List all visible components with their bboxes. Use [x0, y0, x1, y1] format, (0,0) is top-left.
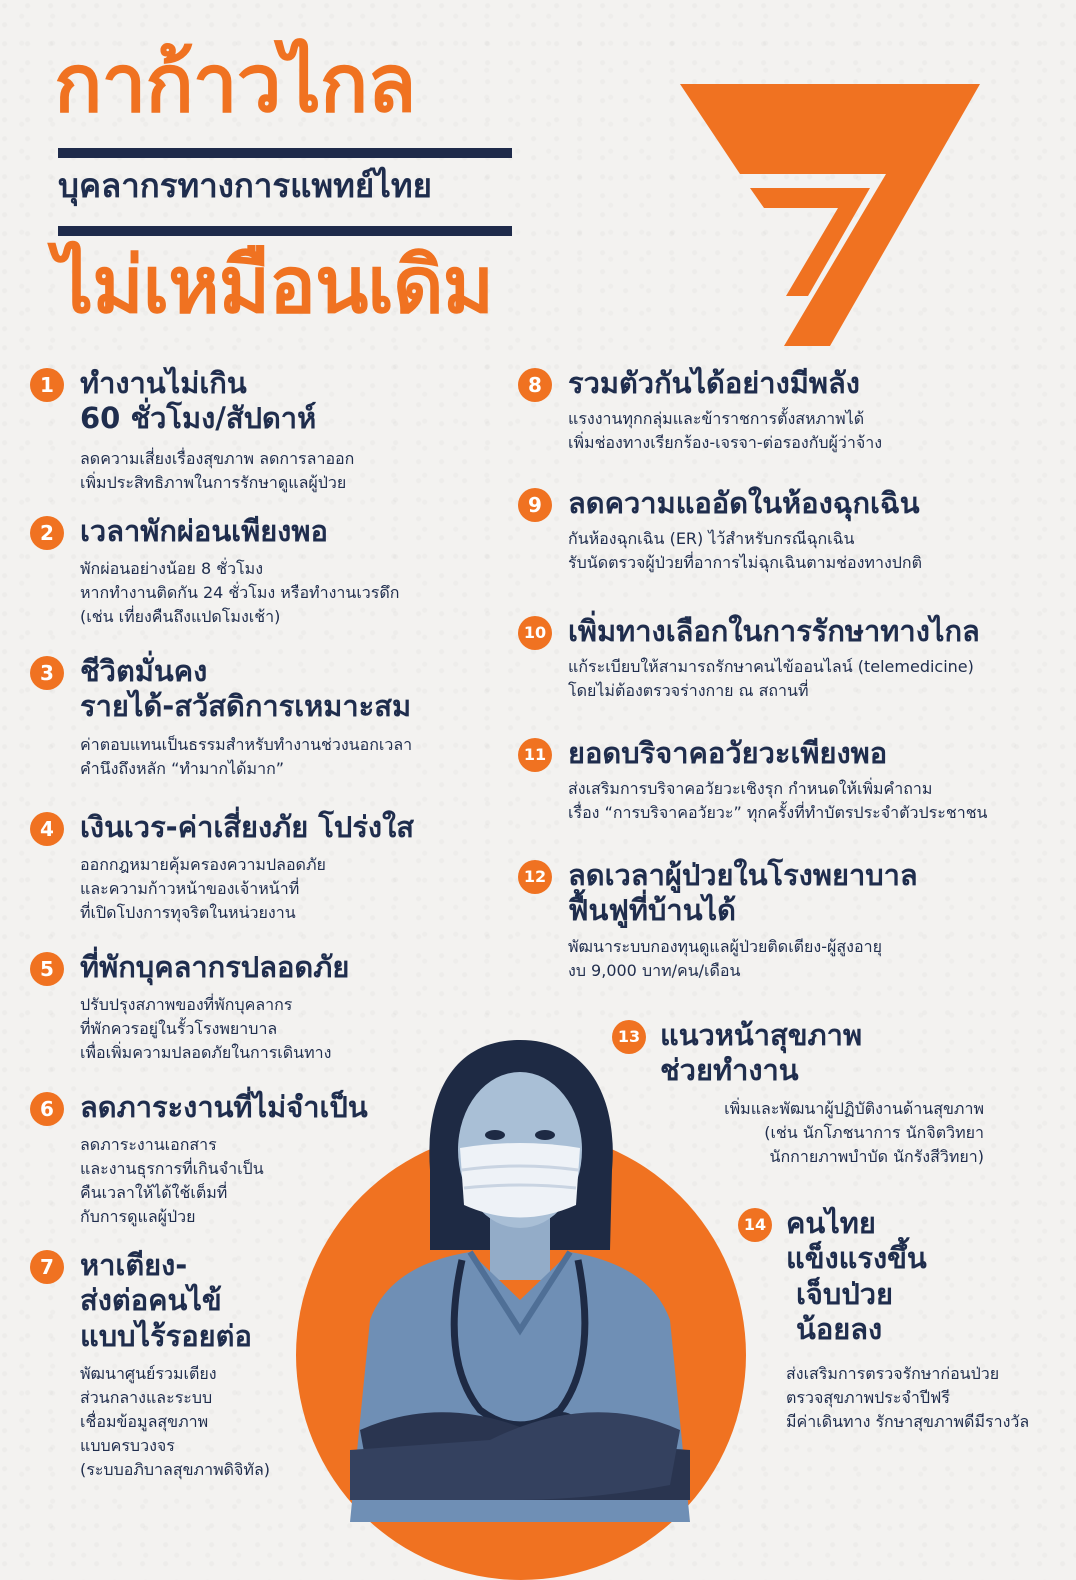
item-description: มีค่าเดินทาง รักษาสุขภาพดีมีรางวัล — [786, 1411, 1030, 1431]
item-heading: ฟื้นฟูที่บ้านได้ — [568, 893, 736, 928]
item-description: เพื่อเพิ่มความปลอดภัยในการเดินทาง — [80, 1043, 332, 1063]
item-number-badge: 9 — [518, 488, 552, 522]
item-description: หากทำงานติดกัน 24 ชั่วโมง หรือทำงานเวรดึก — [80, 583, 400, 603]
item-description: ส่งเสริมการบริจาคอวัยวะเชิงรุก กำหนดให้เพิ่มคำถาม — [568, 779, 933, 799]
item-description: และความก้าวหน้าของเจ้าหน้าที่ — [80, 879, 300, 899]
policy-item-11 — [518, 736, 987, 825]
item-description: กับการดูแลผู้ป่วย — [80, 1207, 196, 1227]
item-heading: เจ็บป่วย — [796, 1276, 893, 1311]
item-heading: ลดภาระงานที่ไม่จำเป็น — [80, 1090, 368, 1124]
item-description: พักผ่อนอย่างน้อย 8 ชั่วโมง — [80, 559, 264, 579]
policy-item-9 — [518, 486, 922, 575]
item-description: เรื่อง “การบริจาคอวัยวะ” ทุกครั้งที่ทำบัตรประจำตัวประชาชน — [568, 803, 988, 823]
item-heading: 60 ชั่วโมง/สัปดาห์ — [80, 401, 317, 436]
item-heading: รายได้-สวัสดิการเหมาะสม — [80, 689, 412, 724]
item-heading: ที่พักบุคลากรปลอดภัย — [80, 950, 350, 984]
item-description: ที่พักควรอยู่ในรั้วโรงพยาบาล — [80, 1019, 278, 1039]
item-heading: หาเตียง- — [80, 1248, 188, 1282]
item-description: นักกายภาพบำบัด นักรังสีวิทยา) — [769, 1146, 984, 1166]
item-description: คืนเวลาให้ได้ใช้เต็มที่ — [80, 1183, 228, 1203]
item-heading: ส่งต่อคนไข้ — [80, 1283, 222, 1318]
item-heading: เวลาพักผ่อนเพียงพอ — [80, 514, 328, 548]
item-description: แรงงานทุกกลุ่มและข้าราชการตั้งสหภาพได้ — [568, 409, 865, 429]
item-heading: เงินเวร-ค่าเสี่ยงภัย โปร่งใส — [80, 810, 414, 844]
subtitle: บุคลากรทางการแพทย์ไทย — [58, 166, 432, 205]
policy-item-1 — [30, 366, 354, 495]
item-description: รับนัดตรวจผู้ป่วยที่อาการไม่ฉุกเฉินตามช่องทางปกติ — [568, 553, 922, 573]
policy-item-4 — [30, 810, 414, 925]
item-heading: ชีวิตมั่นคง — [80, 654, 208, 688]
item-heading: รวมตัวกันได้อย่างมีพลัง — [568, 366, 860, 400]
item-description: ส่วนกลางและระบบ — [80, 1388, 213, 1408]
item-heading: แข็งแรงขึ้น — [786, 1241, 927, 1276]
item-heading: ทำงานไม่เกิน — [80, 366, 247, 400]
item-heading: ยอดบริจาคอวัยวะเพียงพอ — [568, 736, 888, 770]
item-description: เพิ่มและพัฒนาผู้ปฏิบัติงานด้านสุขภาพ — [724, 1098, 984, 1118]
policy-item-6 — [30, 1090, 368, 1229]
item-number-badge: 14 — [738, 1208, 772, 1242]
item-number-badge: 5 — [30, 952, 64, 986]
policy-item-3 — [30, 654, 412, 781]
item-number-badge: 4 — [30, 812, 64, 846]
title-divider-top — [58, 148, 512, 158]
item-heading: น้อยลง — [796, 1312, 883, 1347]
item-heading: เพิ่มทางเลือกในการรักษาทางไกล — [568, 614, 980, 648]
item-description: พัฒนาศูนย์รวมเตียง — [80, 1364, 217, 1384]
item-description: โดยไม่ต้องตรวจร่างกาย ณ สถานที่ — [568, 681, 809, 701]
item-description: แก้ระเบียบให้สามารถรักษาคนไข้ออนไลน์ (telemedicine) — [568, 657, 974, 677]
item-description: (ระบบอภิบาลสุขภาพดิจิทัล) — [80, 1460, 270, 1480]
item-description: กันห้องฉุกเฉิน (ER) ไว้สำหรับกรณีฉุกเฉิน — [568, 529, 855, 549]
item-description: และงานธุรการที่เกินจำเป็น — [80, 1159, 264, 1179]
item-heading: ลดเวลาผู้ป่วยในโรงพยาบาล — [568, 858, 918, 892]
item-number-badge: 3 — [30, 656, 64, 690]
item-number-badge: 1 — [30, 368, 64, 402]
item-heading: แนวหน้าสุขภาพ — [660, 1018, 863, 1052]
main-title-line1: กาก้าวไกล — [54, 37, 416, 130]
item-heading: ลดความแออัดในห้องฉุกเฉิน — [568, 486, 920, 520]
party-logo-icon — [680, 84, 990, 346]
item-description: เชื่อมข้อมูลสุขภาพ — [80, 1412, 209, 1432]
item-heading: คนไทย — [786, 1206, 876, 1240]
item-description: ลดภาระงานเอกสาร — [80, 1135, 217, 1155]
item-number-badge: 6 — [30, 1092, 64, 1126]
item-description: แบบครบวงจร — [80, 1436, 175, 1456]
policy-item-7 — [30, 1248, 270, 1482]
item-number-badge: 2 — [30, 516, 64, 550]
main-title-line2: ไม่เหมือนเดิม — [54, 241, 494, 331]
item-description: พัฒนาระบบกองทุนดูแลผู้ป่วยติดเตียง-ผู้สูงอายุ — [568, 936, 882, 956]
title-divider-bottom — [58, 226, 512, 236]
item-number-badge: 13 — [612, 1020, 646, 1054]
policy-item-5 — [30, 950, 349, 1065]
item-description: คำนึงถึงหลัก “ทำมากได้มาก” — [80, 758, 285, 778]
item-description: (เช่น นักโภชนาการ นักจิตวิทยา — [764, 1122, 984, 1142]
policy-item-12 — [518, 858, 918, 983]
item-heading: แบบไร้รอยต่อ — [80, 1318, 252, 1353]
policy-item-13 — [612, 1018, 984, 1169]
policy-item-10 — [518, 614, 980, 703]
item-description: ออกกฎหมายคุ้มครองความปลอดภัย — [80, 855, 326, 875]
policy-item-8 — [518, 366, 882, 455]
item-description: ตรวจสุขภาพประจำปีฟรี — [786, 1387, 950, 1407]
item-description: ค่าตอบแทนเป็นธรรมสำหรับทำงานช่วงนอกเวลา — [80, 734, 413, 754]
item-heading: ช่วยทำงาน — [660, 1053, 799, 1088]
item-number-badge: 12 — [518, 860, 552, 894]
item-number-badge: 7 — [30, 1250, 64, 1284]
item-description: เพิ่มประสิทธิภาพในการรักษาดูแลผู้ป่วย — [80, 472, 347, 492]
item-description: ปรับปรุงสภาพของที่พักบุคลากร — [80, 995, 293, 1015]
policy-item-14 — [738, 1206, 1029, 1434]
item-description: ส่งเสริมการตรวจรักษาก่อนป่วย — [786, 1363, 1000, 1383]
item-number-badge: 11 — [518, 738, 552, 772]
item-description: เพิ่มช่องทางเรียกร้อง-เจรจา-ต่อรองกับผู้ว่าจ้าง — [568, 433, 883, 453]
item-number-badge: 10 — [518, 616, 552, 650]
item-description: ที่เปิดโปงการทุจริตในหน่วยงาน — [80, 903, 296, 923]
item-description: งบ 9,000 บาท/คน/เดือน — [568, 960, 741, 980]
item-description: ลดความเสี่ยงเรื่องสุขภาพ ลดการลาออก — [80, 448, 355, 468]
item-description: (เช่น เที่ยงคืนถึงแปดโมงเช้า) — [80, 607, 281, 627]
policy-item-2 — [30, 514, 399, 629]
item-number-badge: 8 — [518, 368, 552, 402]
